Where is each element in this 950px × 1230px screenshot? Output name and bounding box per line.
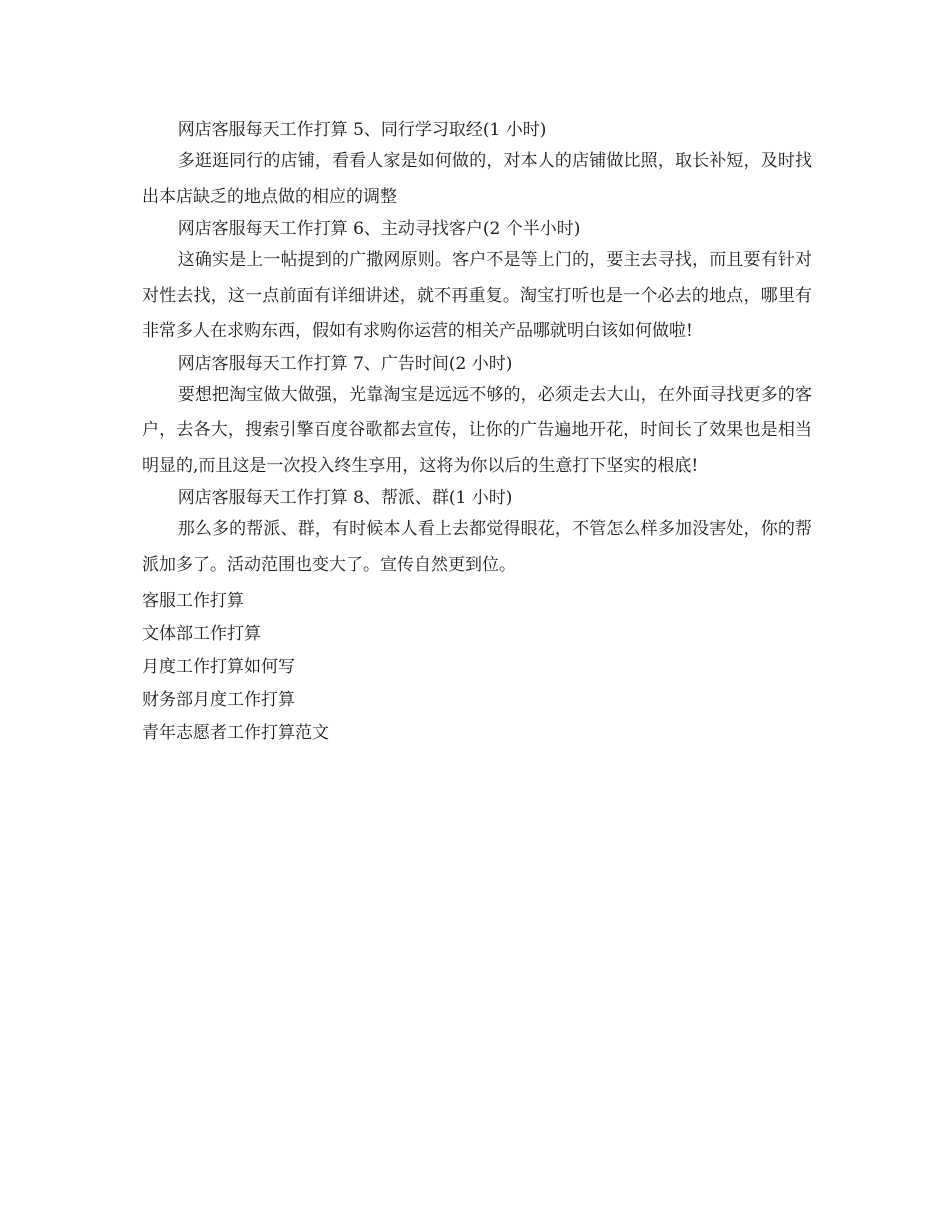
section-heading-6: 网店客服每天工作打算 6、主动寻找客户(2 个半小时) (177, 219, 581, 239)
section-body-8: 那么多的帮派、群，有时候本人看上去都觉得眼花，不管怎么样多加没害处，你的帮派加多了。活动范围也变大了。宣传自然更到位。 (142, 519, 812, 575)
related-link-service-plan[interactable]: 客服工作打算 (142, 591, 244, 611)
related-link-finance-monthly-plan[interactable]: 财务部月度工作打算 (142, 690, 295, 710)
section-heading-7: 网店客服每天工作打算 7、广告时间(2 小时) (177, 353, 513, 374)
section-body-5: 多逛逛同行的店铺，看看人家是如何做的，对本人的店铺做比照，取长补短，及时找出本店缺乏的地点做的相应的调整 (142, 151, 812, 207)
related-link-youth-volunteer-plan[interactable]: 青年志愿者工作打算范文 (142, 723, 329, 743)
section-body-6: 这确实是上一帖提到的广撒网原则。客户不是等上门的，要主去寻找，而且要有针对对性去找，这一点前面有详细讲述，就不再重复。淘宝打听也是一个必去的地点，哪里有非常多人在求购东西，假如有求购你运营的相关产品哪就明白该如何做啦! (142, 250, 812, 341)
related-link-culture-sports-plan[interactable]: 文体部工作打算 (142, 624, 261, 644)
document-page (142, 116, 812, 750)
related-links-list (142, 585, 812, 750)
section-heading-5: 网店客服每天工作打算 5、同行学习取经(1 小时) (177, 120, 547, 140)
related-link-monthly-plan-howto[interactable]: 月度工作打算如何写 (142, 657, 295, 677)
section-body-7: 要想把淘宝做大做强，光靠淘宝是远远不够的，必须走去大山，在外面寻找更多的客户，去各大，搜索引擎百度谷歌都去宣传，让你的广告遍地开花，时间长了效果也是相当明显的,而且这是一次投入终生享用，这将为你以后的生意打下坚实的根底! (142, 384, 812, 476)
section-heading-8: 网店客服每天工作打算 8、帮派、群(1 小时) (177, 488, 513, 508)
